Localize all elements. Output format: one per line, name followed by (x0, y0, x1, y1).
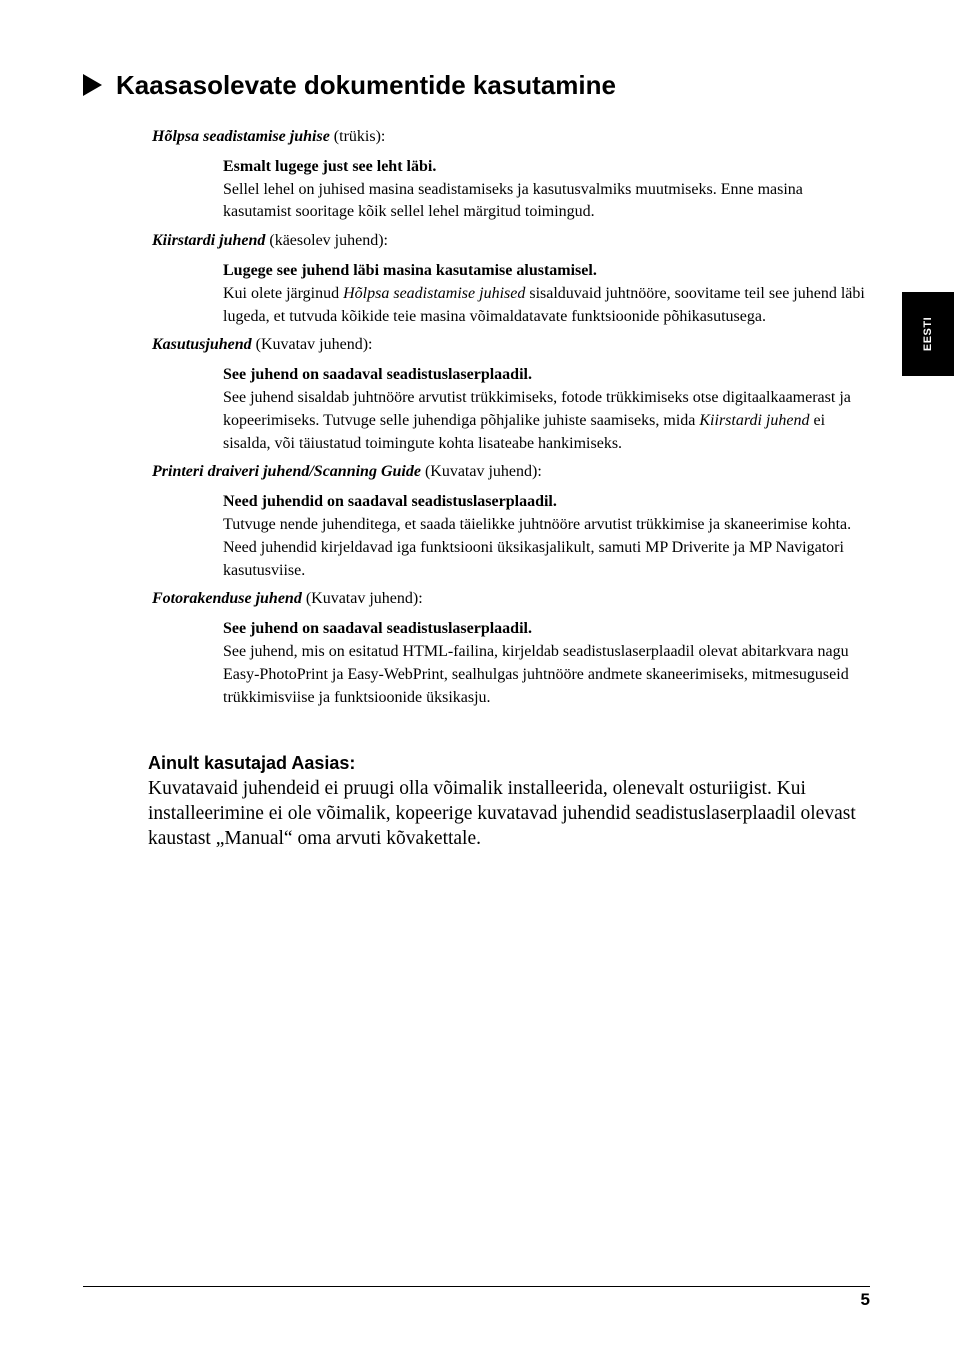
entry-text: ei sisalda, või täiustatud toimingute kohta lisateabe hankimiseks. (223, 411, 826, 452)
entry-name: Hõlpsa seadistamise juhise (152, 128, 330, 145)
entry-name: Fotorakenduse juhend (152, 590, 302, 608)
entry-body (223, 618, 872, 709)
entry-type: (trükis): (329, 128, 386, 145)
entry-type: (Kuvatav juhend): (301, 590, 423, 608)
entry-text: See juhend, mis on esitatud HTML-failina, kirjeldab seadistuslaserplaadil olevat abitarkvara nagu Easy-PhotoPrint ja Easy-WebPrint, sealhulgas juhtnööre andmete skaneerimiseks, mitmesuguseid trükkimisviise ja funktsioonide üksikasju. (223, 642, 849, 706)
document-entry (152, 126, 872, 224)
entry-type: (käesolev juhend): (265, 232, 388, 250)
entry-body (223, 364, 872, 455)
entry-lead: Esmalt lugege just see leht läbi. (223, 157, 437, 175)
entry-text-emphasis: Hõlpsa seadistamise juhised (343, 284, 526, 302)
entry-body (223, 491, 872, 582)
entry-heading (152, 461, 872, 484)
asia-note (148, 751, 878, 851)
entry-heading (152, 588, 872, 611)
entry-body (223, 156, 872, 224)
asia-note-text: Kuvatavaid juhendeid ei pruugi olla võimalik installeerida, olenevalt osturiigist. Kui installeerimine ei ole võimalik, kopeerige kuvatavad juhendid seadistuslaserplaadil olevast kaustast „Manual“ oma arvuti kõvakettale. (148, 778, 856, 849)
entry-text: sisalduvaid juhtnööre, soovitame teil see juhend läbi lugeda, et tutvuda kõikide teie masina võimaldatavate funktsioonide põhikasutusega. (223, 284, 865, 325)
entry-text: Tutvuge nende juhenditega, et saada täielikke juhtnööre arvutist trükkimise ja skaneerimise kohta. Need juhendid kirjeldavad iga funktsiooni üksikasjalikult, samuti MP Driverite ja MP Navigatori kasutusviise. (223, 515, 852, 579)
page-title (83, 68, 616, 102)
document-entry (152, 461, 872, 582)
document-entry (152, 588, 872, 709)
language-tab-label: EESTI (922, 316, 934, 352)
entry-text: Sellel lehel on juhised masina seadistamiseks ja kasutusvalmiks muutmiseks. Enne masina kasutamist sooritage kõik sellel lehel märgitud toimingud. (223, 180, 803, 221)
entry-lead: Lugege see juhend läbi masina kasutamise alustamisel. (223, 261, 597, 279)
page-number: 5 (860, 1290, 870, 1309)
entry-lead: See juhend on saadaval seadistuslaserplaadil. (223, 620, 532, 638)
page-title-text: Kaasasolevate dokumentide kasutamine (116, 70, 616, 100)
document-entry (152, 334, 872, 455)
entry-text-emphasis: Kiirstardi juhend (699, 411, 810, 429)
entry-name: Kasutusjuhend (152, 336, 252, 354)
entry-heading (152, 334, 872, 357)
entry-text: See juhend sisaldab juhtnööre arvutist trükkimiseks, fotode trükkimiseks otse digitaalkaamerast ja kopeerimiseks. Tutvuge selle juhendiga põhjalike juhiste saamiseks, mida (223, 388, 851, 429)
entry-lead: Need juhendid on saadaval seadistuslaserplaadil. (223, 493, 557, 511)
entry-type: (Kuvatav juhend): (420, 463, 542, 481)
document-list (152, 126, 872, 715)
asia-note-title: Ainult kasutajad Aasias: (148, 753, 356, 773)
language-tab (902, 292, 954, 376)
entry-name: Kiirstardi juhend (152, 232, 266, 250)
document-entry (152, 230, 872, 328)
entry-lead: See juhend on saadaval seadistuslaserplaadil. (223, 366, 532, 384)
triangle-right-icon (83, 74, 102, 96)
entry-heading (152, 230, 872, 253)
entry-name: Printeri draiveri juhend/Scanning Guide (152, 463, 421, 481)
entry-text: Kui olete järginud (223, 284, 344, 302)
entry-heading (152, 126, 872, 149)
entry-body (223, 260, 872, 328)
entry-type: (Kuvatav juhend): (251, 336, 373, 354)
footer-divider (83, 1286, 870, 1287)
